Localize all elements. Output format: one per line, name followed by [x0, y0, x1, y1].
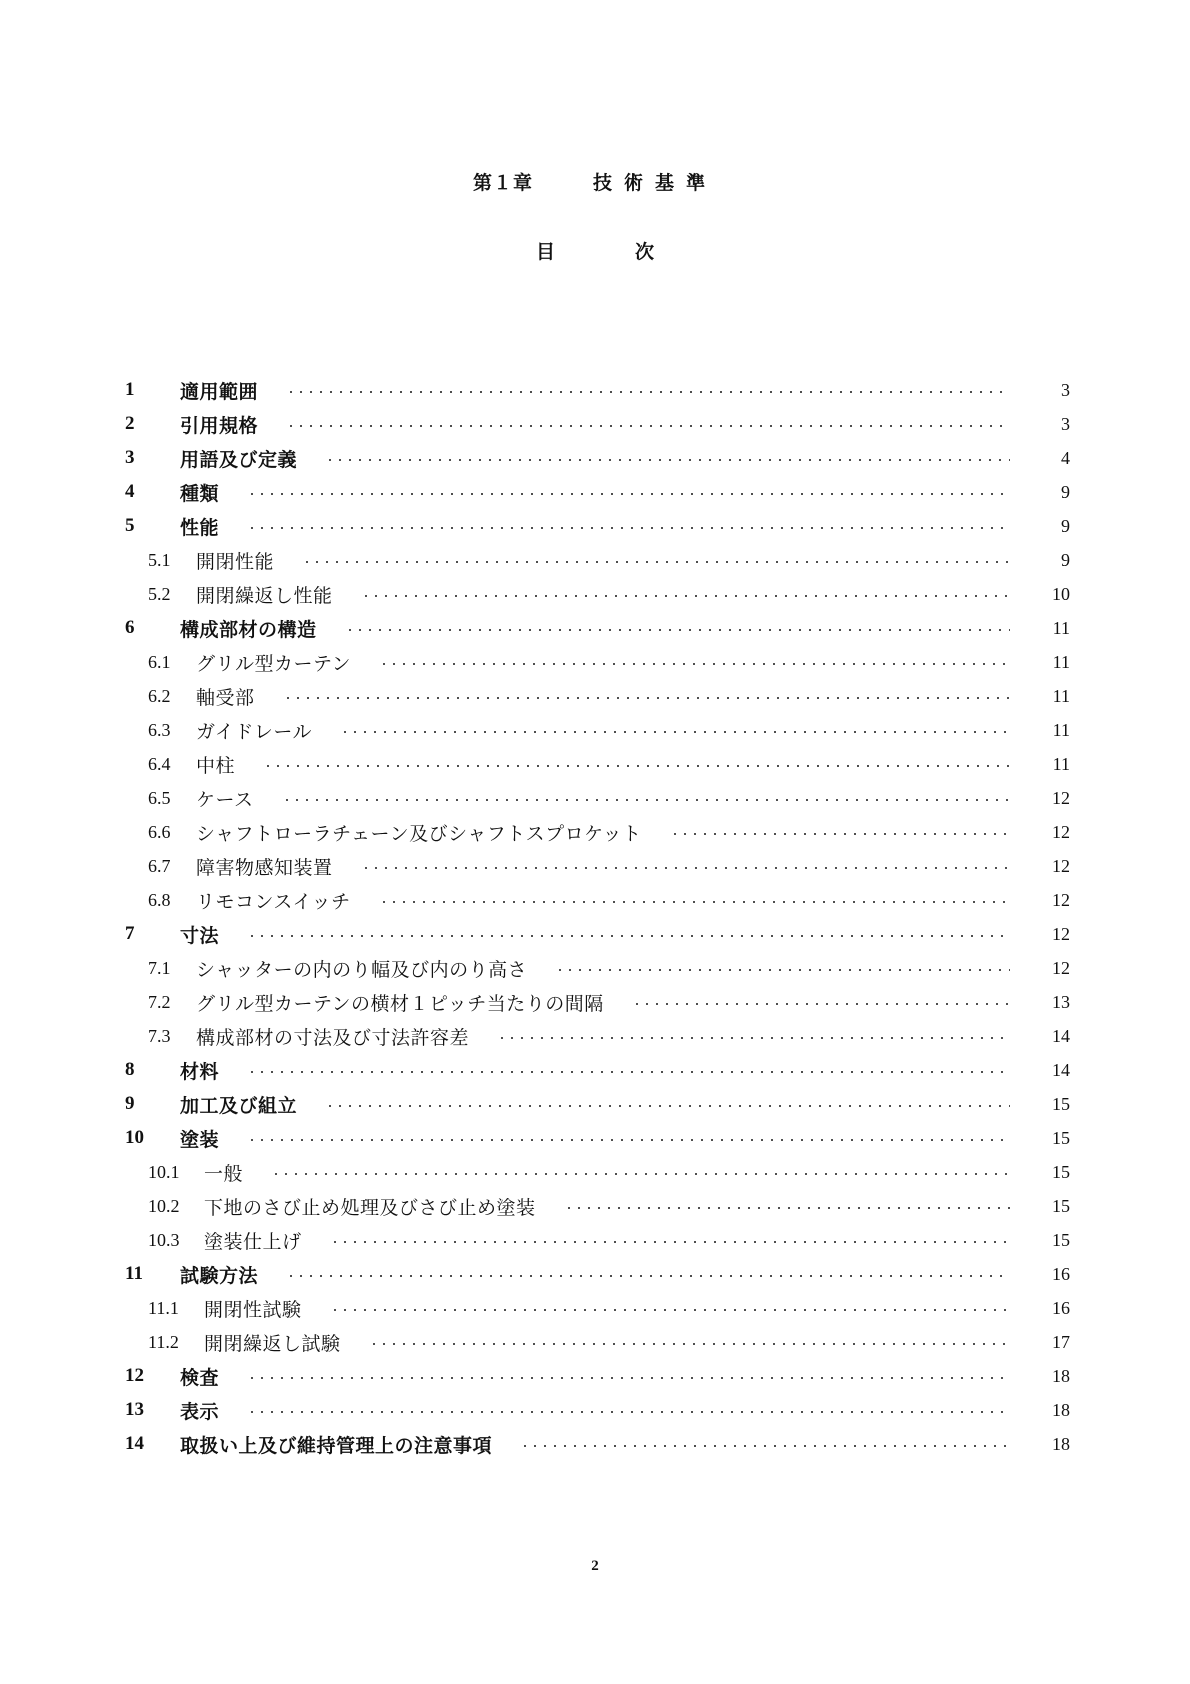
toc-entry-page: 4 — [1061, 447, 1070, 468]
toc-entry-title: ガイドレール — [196, 720, 313, 743]
toc-subentry — [125, 1325, 1070, 1359]
toc-heading-first: 目 — [535, 241, 555, 263]
toc-entry — [125, 917, 1070, 951]
chapter-title — [0, 168, 1190, 195]
toc-entry — [125, 1257, 1070, 1291]
dot-leader — [283, 697, 1010, 699]
toc-entry-number: 11 — [125, 1263, 143, 1284]
toc-entry-page: 11 — [1052, 753, 1070, 774]
dot-leader — [361, 595, 1010, 597]
toc-entry-title: グリル型カーテン — [196, 652, 352, 675]
toc-entry-page: 9 — [1061, 515, 1070, 536]
toc-entry-number: 7.3 — [148, 1025, 171, 1046]
toc-entry-page: 18 — [1052, 1433, 1070, 1454]
toc-entry-page: 13 — [1052, 991, 1070, 1012]
toc-subentry — [125, 985, 1070, 1019]
toc-entry-title: 中柱 — [196, 754, 236, 777]
toc-entry-title: 表示 — [180, 1400, 220, 1423]
toc-entry-title: ケース — [196, 788, 254, 811]
toc-entry-title: シャッターの内のり幅及び内のり高さ — [196, 958, 528, 981]
toc-entry — [125, 373, 1070, 407]
toc-subentry — [125, 1223, 1070, 1257]
dot-leader — [345, 629, 1010, 631]
toc-entry-number: 6.5 — [148, 787, 171, 808]
dot-leader — [325, 459, 1010, 461]
toc-entry-number: 10.2 — [148, 1195, 180, 1216]
dot-leader — [564, 1207, 1010, 1209]
dot-leader — [520, 1445, 1010, 1447]
dot-leader — [670, 833, 1010, 835]
toc-entry-page: 12 — [1052, 957, 1070, 978]
toc-entry-page: 16 — [1052, 1263, 1070, 1284]
toc-entry-title: 寸法 — [180, 924, 220, 947]
toc-entry-number: 6.6 — [148, 821, 171, 842]
toc-entry-title: 塗装 — [180, 1128, 220, 1151]
toc-entry-page: 15 — [1052, 1093, 1070, 1114]
toc-entry-title: 引用規格 — [180, 414, 259, 437]
toc-entry-number: 5.1 — [148, 549, 171, 570]
toc-subentry — [125, 713, 1070, 747]
toc-entry-number: 6.8 — [148, 889, 171, 910]
dot-leader — [632, 1003, 1010, 1005]
toc-entry — [125, 1427, 1070, 1461]
toc-entry-title: 下地のさび止め処理及びさび止め塗装 — [204, 1196, 536, 1219]
toc-subentry — [125, 883, 1070, 917]
dot-leader — [247, 1139, 1010, 1141]
toc-entry-title: 障害物感知装置 — [196, 856, 333, 879]
toc-entry-page: 18 — [1052, 1365, 1070, 1386]
toc-entry — [125, 1053, 1070, 1087]
toc-entry — [125, 407, 1070, 441]
dot-leader — [286, 425, 1010, 427]
dot-leader — [330, 1241, 1010, 1243]
toc-entry-page: 15 — [1052, 1161, 1070, 1182]
toc-entry-title: 材料 — [180, 1060, 220, 1083]
toc-entry-title: 加工及び組立 — [180, 1094, 298, 1117]
toc-entry-page: 18 — [1052, 1399, 1070, 1420]
toc-entry-title: 構成部材の構造 — [180, 618, 317, 641]
toc-entry-title: 性能 — [180, 516, 220, 539]
toc-subentry — [125, 747, 1070, 781]
toc-subentry — [125, 815, 1070, 849]
dot-leader — [247, 1377, 1010, 1379]
toc-entry-number: 11.1 — [148, 1297, 179, 1318]
toc-subentry — [125, 543, 1070, 577]
dot-leader — [330, 1309, 1010, 1311]
toc-subentry — [125, 679, 1070, 713]
dot-leader — [247, 493, 1010, 495]
dot-leader — [247, 935, 1010, 937]
page-number: 2 — [591, 1558, 599, 1574]
toc-entry-number: 10.3 — [148, 1229, 180, 1250]
toc-entry — [125, 475, 1070, 509]
toc-entry-number: 6.4 — [148, 753, 171, 774]
dot-leader — [302, 561, 1010, 563]
toc-entry-number: 10 — [125, 1127, 144, 1148]
toc-entry-page: 11 — [1052, 719, 1070, 740]
toc-entry-number: 5.2 — [148, 583, 171, 604]
toc-entry — [125, 1359, 1070, 1393]
toc-subentry — [125, 951, 1070, 985]
toc-entry-page: 11 — [1052, 617, 1070, 638]
toc-entry-number: 7 — [125, 923, 135, 944]
dot-leader — [379, 663, 1010, 665]
toc-entry-number: 2 — [125, 413, 135, 434]
toc-entry-number: 12 — [125, 1365, 144, 1386]
toc-entry-page: 15 — [1052, 1127, 1070, 1148]
toc-entry-number: 7.1 — [148, 957, 171, 978]
toc-entry-title: 開閉性試験 — [204, 1298, 302, 1321]
table-of-contents — [125, 373, 1070, 1461]
toc-entry-title: 開閉性能 — [196, 550, 275, 573]
chapter-label: 第１章 — [472, 172, 533, 194]
dot-leader — [247, 1071, 1010, 1073]
dot-leader — [340, 731, 1010, 733]
toc-entry-number: 4 — [125, 481, 135, 502]
dot-leader — [271, 1173, 1010, 1175]
toc-subentry — [125, 1291, 1070, 1325]
toc-entry-title: リモコンスイッチ — [196, 890, 351, 913]
toc-entry-title: シャフトローラチェーン及びシャフトスプロケット — [196, 822, 642, 845]
toc-entry-title: 塗装仕上げ — [204, 1230, 302, 1253]
dot-leader — [555, 969, 1010, 971]
toc-entry-page: 12 — [1052, 889, 1070, 910]
dot-leader — [286, 391, 1010, 393]
toc-entry-title: 適用範囲 — [180, 380, 259, 403]
toc-entry-title: 一般 — [204, 1162, 244, 1185]
toc-entry — [125, 441, 1070, 475]
toc-entry-page: 15 — [1052, 1229, 1070, 1250]
dot-leader — [247, 527, 1010, 529]
toc-entry — [125, 1393, 1070, 1427]
toc-entry-page: 14 — [1052, 1059, 1070, 1080]
toc-entry-title: グリル型カーテンの横材１ピッチ当たりの間隔 — [196, 992, 604, 1015]
toc-entry-title: 試験方法 — [180, 1264, 259, 1287]
toc-subentry — [125, 1019, 1070, 1053]
toc-subentry — [125, 849, 1070, 883]
toc-entry-page: 17 — [1052, 1331, 1070, 1352]
dot-leader — [247, 1411, 1010, 1413]
toc-entry-page: 9 — [1061, 481, 1070, 502]
toc-entry-title: 種類 — [180, 482, 220, 505]
toc-entry-number: 10.1 — [148, 1161, 180, 1182]
toc-entry-number: 14 — [125, 1433, 144, 1454]
toc-entry-number: 13 — [125, 1399, 144, 1420]
toc-entry-title: 軸受部 — [196, 686, 255, 709]
toc-entry-page: 11 — [1052, 651, 1070, 672]
toc-entry-page: 15 — [1052, 1195, 1070, 1216]
toc-entry-page: 11 — [1052, 685, 1070, 706]
toc-entry-number: 3 — [125, 447, 135, 468]
toc-entry-title: 検査 — [180, 1366, 220, 1389]
toc-entry — [125, 509, 1070, 543]
toc-subentry — [125, 577, 1070, 611]
dot-leader — [282, 799, 1010, 801]
toc-entry-page: 12 — [1052, 821, 1070, 842]
toc-entry — [125, 611, 1070, 645]
toc-entry-page: 9 — [1061, 549, 1070, 570]
toc-subentry — [125, 1155, 1070, 1189]
dot-leader — [379, 901, 1010, 903]
toc-entry-number: 6.3 — [148, 719, 171, 740]
toc-entry-page: 14 — [1052, 1025, 1070, 1046]
toc-entry-number: 9 — [125, 1093, 135, 1114]
toc-entry-number: 5 — [125, 515, 135, 536]
toc-entry-page: 12 — [1052, 855, 1070, 876]
dot-leader — [286, 1275, 1010, 1277]
toc-entry-page: 10 — [1052, 583, 1070, 604]
toc-entry-title: 用語及び定義 — [180, 448, 298, 471]
dot-leader — [325, 1105, 1010, 1107]
toc-subentry — [125, 781, 1070, 815]
toc-heading — [0, 237, 1190, 264]
toc-entry-page: 3 — [1061, 379, 1070, 400]
toc-entry-page: 16 — [1052, 1297, 1070, 1318]
toc-subentry — [125, 645, 1070, 679]
toc-entry-title: 開閉繰返し試験 — [204, 1332, 341, 1355]
dot-leader — [361, 867, 1010, 869]
toc-entry-title: 取扱い上及び維持管理上の注意事項 — [180, 1434, 493, 1457]
toc-entry-title: 構成部材の寸法及び寸法許容差 — [196, 1026, 470, 1049]
dot-leader — [263, 765, 1010, 767]
toc-entry-number: 6.7 — [148, 855, 171, 876]
dot-leader — [369, 1343, 1010, 1345]
toc-entry-page: 3 — [1061, 413, 1070, 434]
chapter-name: 技術基準 — [593, 172, 718, 194]
toc-entry-page: 12 — [1052, 787, 1070, 808]
toc-entry-title: 開閉繰返し性能 — [196, 584, 333, 607]
toc-entry-number: 11.2 — [148, 1331, 179, 1352]
toc-heading-second: 次 — [635, 241, 655, 263]
toc-entry-page: 12 — [1052, 923, 1070, 944]
toc-entry — [125, 1121, 1070, 1155]
dot-leader — [497, 1037, 1010, 1039]
toc-entry-number: 7.2 — [148, 991, 171, 1012]
toc-entry — [125, 1087, 1070, 1121]
toc-entry-number: 6 — [125, 617, 135, 638]
toc-entry-number: 8 — [125, 1059, 135, 1080]
toc-entry-number: 6.2 — [148, 685, 171, 706]
toc-subentry — [125, 1189, 1070, 1223]
toc-entry-number: 1 — [125, 379, 135, 400]
toc-entry-number: 6.1 — [148, 651, 171, 672]
